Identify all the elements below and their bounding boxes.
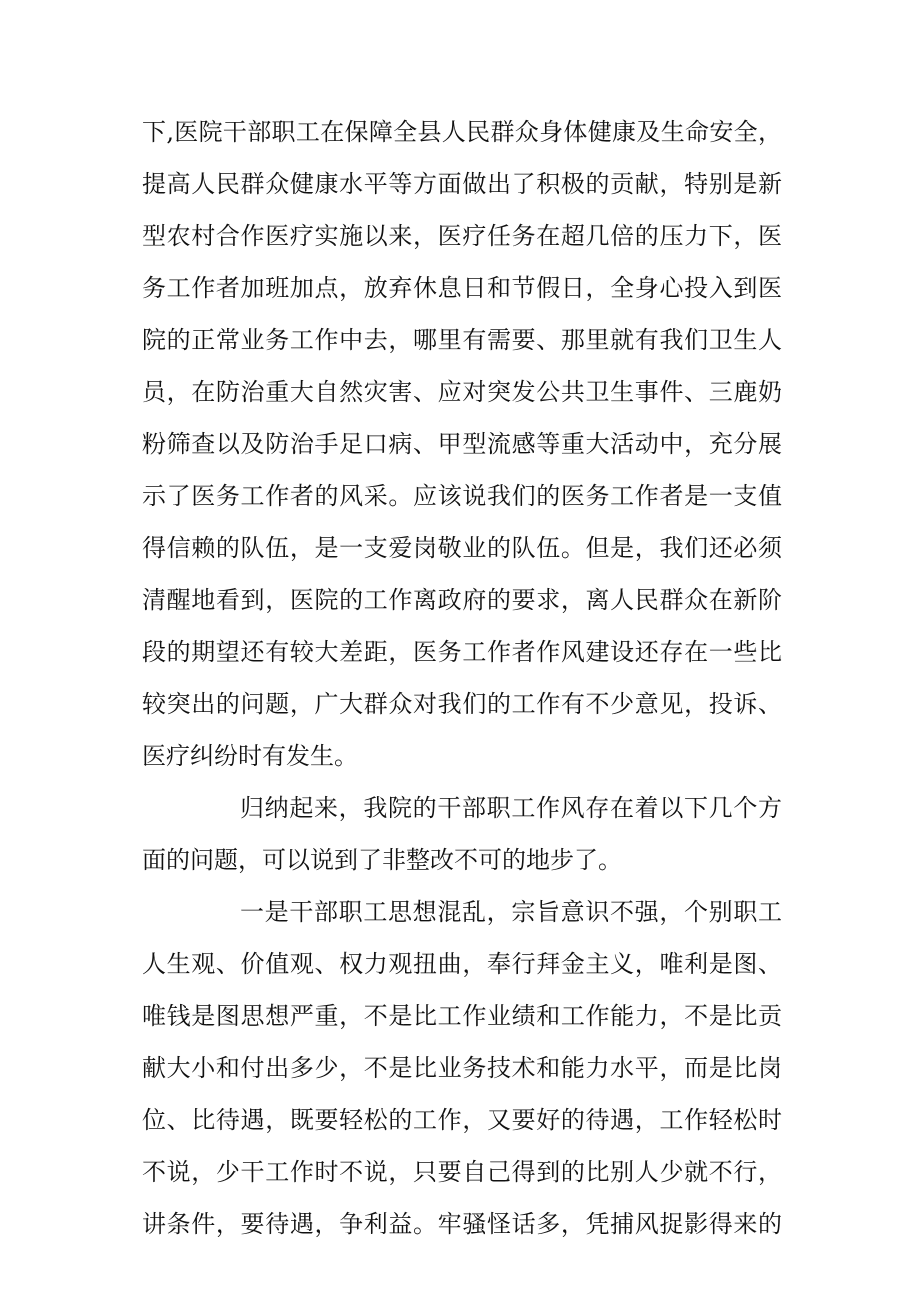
- paragraph-line: 归纳起来，我院的干部职工作风存在着以下几个方: [240, 794, 782, 822]
- paragraph-line: 较突出的问题，广大群众对我们的工作有不少意见，投诉、: [142, 690, 782, 718]
- paragraph-line: 示了医务工作者的风采。应该说我们的医务工作者是一支值: [142, 482, 782, 510]
- paragraph-line: 下,医院干部职工在保障全县人民群众身体健康及生命安全，: [142, 118, 782, 146]
- paragraph-line: 院的正常业务工作中去，哪里有需要、那里就有我们卫生人: [142, 326, 782, 354]
- paragraph-line: 粉筛查以及防治手足口病、甲型流感等重大活动中，充分展: [142, 430, 782, 458]
- paragraph-line: 唯钱是图思想严重，不是比工作业绩和工作能力，不是比贡: [142, 1002, 782, 1030]
- paragraph-line: 面的问题，可以说到了非整改不可的地步了。: [142, 846, 622, 874]
- paragraph-line: 医疗纠纷时有发生。: [142, 742, 358, 770]
- paragraph-line: 得信赖的队伍，是一支爱岗敬业的队伍。但是，我们还必须: [142, 534, 782, 562]
- paragraph-line: 型农村合作医疗实施以来，医疗任务在超几倍的压力下，医: [142, 222, 782, 250]
- paragraph-line: 讲条件，要待遇，争利益。牢骚怪话多，凭捕风捉影得来的: [142, 1210, 782, 1238]
- paragraph-line: 人生观、价值观、权力观扭曲，奉行拜金主义，唯利是图、: [142, 950, 782, 978]
- paragraph-line: 清醒地看到，医院的工作离政府的要求，离人民群众在新阶: [142, 586, 782, 614]
- paragraph-line: 位、比待遇，既要轻松的工作，又要好的待遇，工作轻松时: [142, 1106, 782, 1134]
- paragraph-line: 一是干部职工思想混乱，宗旨意识不强，个别职工: [240, 898, 782, 926]
- paragraph-line: 员，在防治重大自然灾害、应对突发公共卫生事件、三鹿奶: [142, 378, 782, 406]
- paragraph-line: 不说，少干工作时不说，只要自己得到的比别人少就不行，: [142, 1158, 782, 1186]
- paragraph-line: 段的期望还有较大差距，医务工作者作风建设还存在一些比: [142, 638, 782, 666]
- paragraph-line: 献大小和付出多少，不是比业务技术和能力水平，而是比岗: [142, 1054, 782, 1082]
- paragraph-line: 务工作者加班加点，放弃休息日和节假日，全身心投入到医: [142, 274, 782, 302]
- paragraph-line: 提高人民群众健康水平等方面做出了积极的贡献，特别是新: [142, 170, 782, 198]
